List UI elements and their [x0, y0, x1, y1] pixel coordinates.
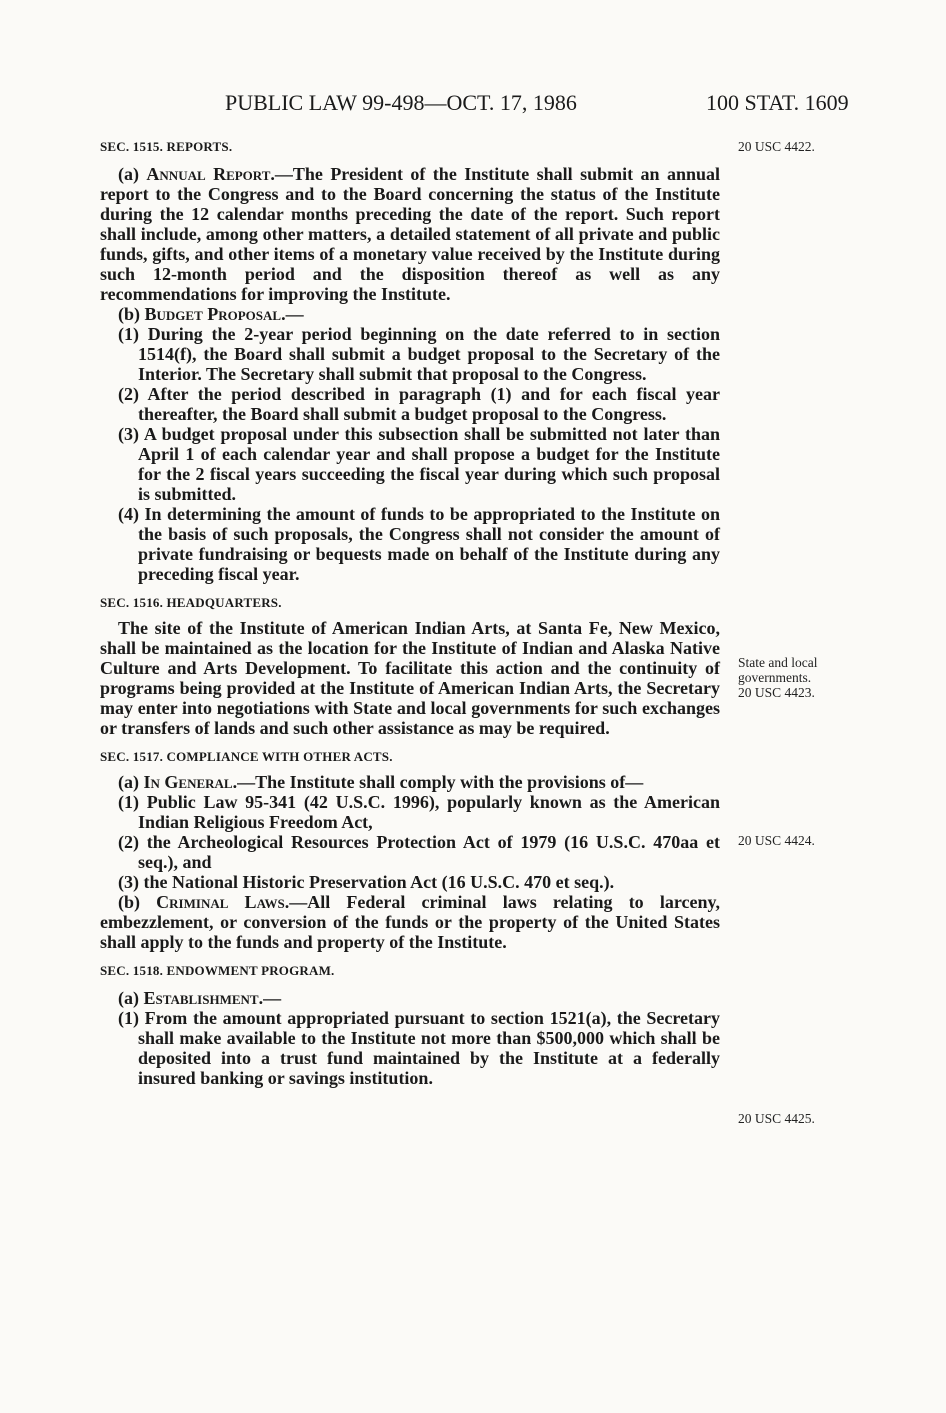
margin-note-state-local: State and local: [738, 655, 818, 670]
margin-note-4425: 20 USC 4425.: [738, 1111, 815, 1126]
section-heading-1515: SEC. 1515. REPORTS.: [100, 139, 233, 154]
label: (a): [118, 988, 144, 1008]
list-item: (1) During the 2-year period beginning on the date referred to in section 1514(f), the Board shall submit a budget proposal to the Secretary of the Interior. The Secretary shall submit that proposal to the Congress.: [118, 324, 720, 384]
margin-note-governments: governments.: [738, 670, 812, 685]
subsection-title: In General.: [143, 772, 238, 792]
list-item: (1) Public Law 95-341 (42 U.S.C. 1996), popularly known as the American Indian Religious Freedom Act,: [118, 792, 720, 832]
subsection-title: Establishment.: [143, 988, 264, 1008]
running-header-stat: 100 STAT. 1609: [706, 90, 849, 115]
label: (a): [118, 772, 144, 792]
paragraph-criminal-laws: [100, 892, 720, 952]
paragraph-annual-report: [100, 164, 720, 304]
list-item: (1) From the amount appropriated pursuant to section 1521(a), the Secretary shall make available to the Institute not more than $500,000 which shall be deposited into a trust fund maintained by the Institute at a federally insured banking or savings institution.: [118, 1008, 720, 1088]
list-item: (3) A budget proposal under this subsection shall be submitted not later than April 1 of each calendar year and shall propose a budget for the Institute for the 2 fiscal years succeeding the fiscal year during which such proposal is submitted.: [118, 424, 720, 504]
section-heading-1516: SEC. 1516. HEADQUARTERS.: [100, 595, 282, 610]
paragraph-text: —: [263, 988, 282, 1008]
paragraph-text: —All Federal criminal laws relating to larceny, embezzlement, or conversion of the funds or the property of the United States shall apply to the funds and property of the Institute.: [100, 892, 721, 952]
label: (b): [118, 304, 145, 324]
section-heading-1517: SEC. 1517. COMPLIANCE WITH OTHER ACTS.: [100, 749, 393, 764]
list-item: (2) After the period described in paragraph (1) and for each fiscal year thereafter, the Board shall submit a budget proposal to the Congress.: [118, 384, 720, 424]
list-item: (4) In determining the amount of funds to be appropriated to the Institute on the basis of such proposals, the Congress shall not consider the amount of private fundraising or bequests made on behalf of the Institute during any preceding fiscal year.: [118, 504, 720, 584]
paragraph-budget-proposal: [100, 304, 720, 324]
list-item: (3) the National Historic Preservation Act (16 U.S.C. 470 et seq.).: [118, 872, 615, 892]
margin-note-4424: 20 USC 4424.: [738, 833, 815, 848]
subsection-title: Annual Report.: [146, 164, 275, 184]
subsection-title: Criminal Laws.: [156, 892, 290, 912]
margin-note-4422: 20 USC 4422.: [738, 139, 815, 154]
paragraph-text: —: [285, 304, 304, 324]
label: (a): [118, 164, 147, 184]
paragraph-establishment: [100, 988, 720, 1008]
section-heading-1518: SEC. 1518. ENDOWMENT PROGRAM.: [100, 963, 335, 978]
paragraph-text: —The President of the Institute shall submit an annual report to the Congress and to the Board concerning the status of the Institute during the 12 calendar months preceding the date of the report. Such report shall include, among other matters, a detailed statement of all private and public funds, gifts, and other items of a monetary value received by the Institute during such 12-month period and the disposition thereof as well as any recommendations for improving the Institute.: [100, 164, 720, 304]
list-item: (2) the Archeological Resources Protection Act of 1979 (16 U.S.C. 470aa et seq.), and: [118, 832, 720, 872]
running-header-title: PUBLIC LAW 99-498—OCT. 17, 1986: [225, 90, 577, 115]
body-column: [100, 138, 720, 1088]
subsection-title: Budget Proposal.: [144, 304, 286, 324]
paragraph-headquarters: The site of the Institute of American Indian Arts, at Santa Fe, New Mexico, shall be maintained as the location for the Institute of Indian and Alaska Native Culture and Arts Development. To facilitate this action and the continuity of programs being provided at the Institute of American Indian Arts, the Secretary may enter into negotiations with State and local governments for such exchanges or transfers of lands and such other assistance as may be required.: [100, 618, 720, 738]
label: (b): [118, 892, 157, 912]
margin-note-4423: 20 USC 4423.: [738, 685, 815, 700]
paragraph-in-general: [100, 772, 720, 792]
paragraph-text: —The Institute shall comply with the provisions of—: [237, 772, 644, 792]
